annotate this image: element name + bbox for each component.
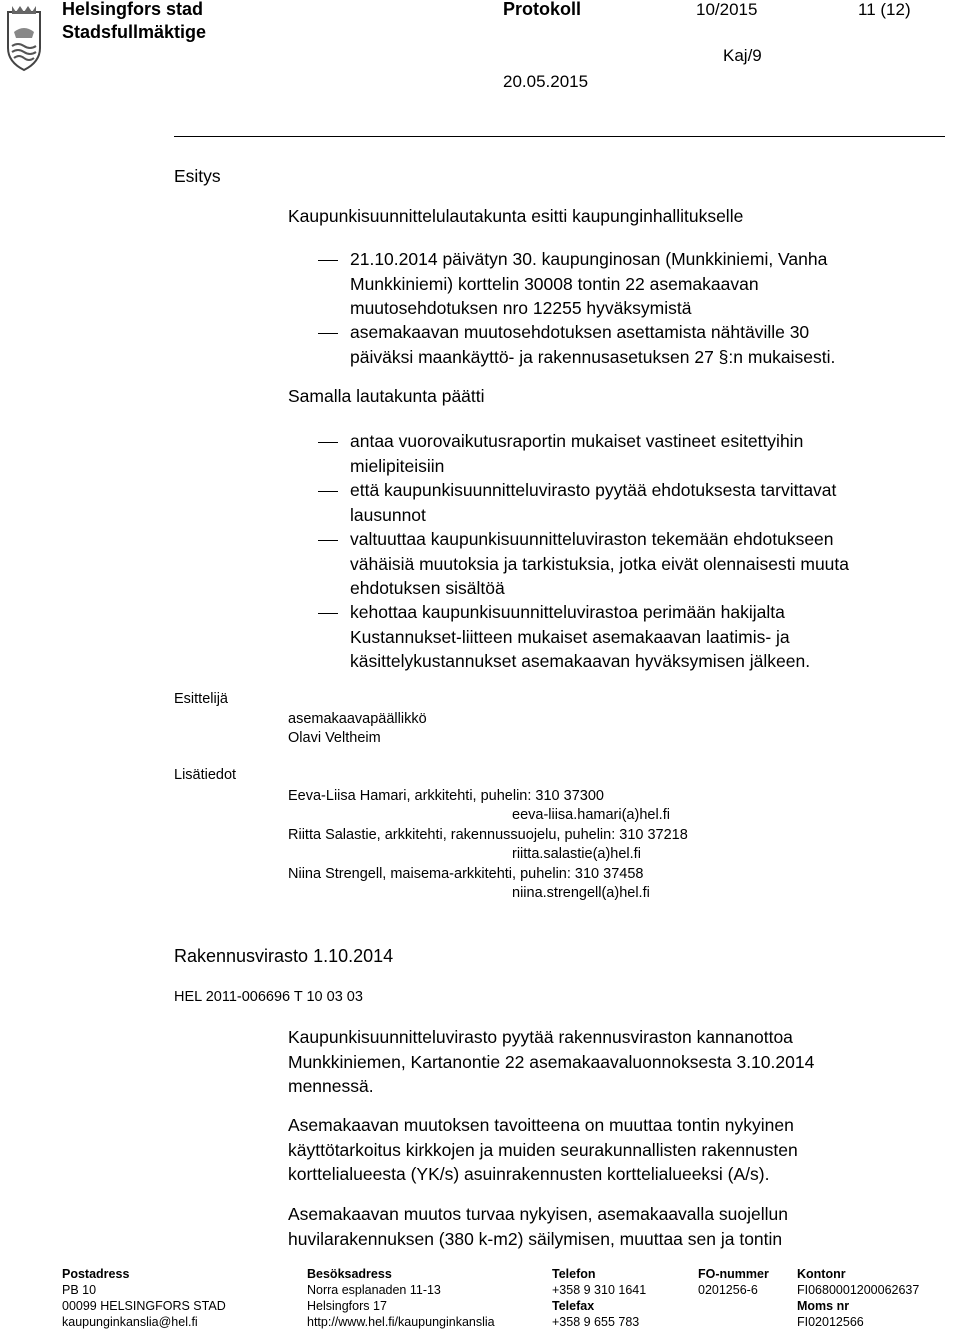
footer-phone: Telefon +358 9 310 1641 Telefax +358 9 655 783	[552, 1267, 647, 1329]
esitys-intro: Kaupunkisuunnittelulautakunta esitti kaupunginhallitukselle	[288, 206, 744, 226]
sub-bullet-1: antaa vuorovaikutusraportin mukaiset vastineet esitettyihin mielipiteisiin	[350, 431, 804, 476]
sub-bullet-3: valtuuttaa kaupunkisuunnitteluviraston tekemään ehdotukseen vähäisiä muutoksia ja tarkistuksia, jotka eivät olennaisesti muuta ehdotuksen sisältöä	[350, 529, 849, 598]
rakennusvirasto-heading: Rakennusvirasto 1.10.2014	[174, 946, 394, 966]
bullet-dash	[318, 260, 338, 261]
contact-line: Eeva-Liisa Hamari, arkkitehti, puhelin: 310 37300	[288, 788, 604, 804]
esittelija-block: asemakaavapäällikkö Olavi Veltheim	[288, 711, 427, 746]
contact-email: riitta.salastie(a)hel.fi	[512, 846, 641, 862]
case-reference: HEL 2011-006696 T 10 03 03	[174, 989, 363, 1005]
doc-type: Protokoll	[503, 0, 582, 19]
samalla-heading: Samalla lautakunta päätti	[288, 386, 485, 406]
rakennusvirasto-para-1: Kaupunkisuunnitteluvirasto pyytää rakennusviraston kannanottoa Munkkiniemen, Kartanontie 22 asemakaavaluonnoksesta 3.10.2014 mennessä.	[288, 1027, 815, 1096]
doc-number: 10/2015	[696, 0, 758, 19]
esittelija-label: Esittelijä	[174, 691, 228, 707]
contact-line: Riitta Salastie, arkkitehti, rakennussuojelu, puhelin: 310 37218	[288, 827, 688, 843]
bullet-dash	[318, 442, 338, 443]
esitys-heading: Esitys	[174, 166, 221, 186]
contact-email: eeva-liisa.hamari(a)hel.fi	[512, 807, 670, 823]
footer-visiting: Besöksadress Norra esplanaden 11-13 Helsingfors 17 http://www.hel.fi/kaupunginkanslia	[307, 1267, 495, 1329]
coat-of-arms-logo	[2, 2, 46, 72]
rakennusvirasto-para-2: Asemakaavan muutoksen tavoitteena on muuttaa tontin nykyinen käyttötarkoitus kirkkojen ja muiden seurakunnallisten rakennusten korttelialueesta (YK/s) asuinrakennusten korttelialueeksi (A/s).	[288, 1115, 798, 1184]
doc-date: 20.05.2015	[503, 72, 589, 91]
footer-business-id: FO-nummer 0201256-6	[698, 1267, 769, 1297]
bullet-dash	[318, 540, 338, 541]
bullet-dash	[318, 333, 338, 334]
rakennusvirasto-para-3: Asemakaavan muutos turvaa nykyisen, asemakaavalla suojellun huvilarakennuksen (380 k-m2) säilymisen, muuttaa sen ja tontin	[288, 1204, 788, 1249]
footer-postal: Postadress PB 10 00099 HELSINGFORS STAD kaupunginkanslia@hel.fi	[62, 1267, 226, 1329]
footer-account: Kontonr FI0680001200062637 Moms nr FI02012566	[797, 1267, 920, 1329]
bullet-dash	[318, 613, 338, 614]
case-id: Kaj/9	[723, 46, 762, 65]
header-rule	[174, 136, 945, 137]
sub-bullet-2: että kaupunkisuunnitteluvirasto pyytää ehdotuksesta tarvittavat lausunnot	[350, 480, 837, 525]
esitys-bullet-2: asemakaavan muutosehdotuksen asettamista nähtäville 30 päiväksi maankäyttö- ja rakennusasetuksen 27 §:n mukaisesti.	[350, 322, 836, 367]
org-name: Helsingfors stad	[62, 0, 204, 19]
sub-bullet-4: kehottaa kaupunkisuunnitteluvirastoa perimään hakijalta Kustannukset-liitteen mukaiset asemakaavan laatimis- ja käsittelykustannukset asemakaavan hyväksymisen jälkeen.	[350, 602, 811, 671]
page-number: 11 (12)	[858, 0, 911, 19]
org-subname: Stadsfullmäktige	[62, 22, 207, 42]
esitys-bullet-1: 21.10.2014 päivätyn 30. kaupunginosan (Munkkiniemi, Vanha Munkkiniemi) korttelin 30008 tontin 22 asemakaavan muutosehdotuksen nro 12255 hyväksymistä	[350, 249, 828, 318]
lisatiedot-label: Lisätiedot	[174, 767, 237, 783]
bullet-dash	[318, 491, 338, 492]
contact-email: niina.strengell(a)hel.fi	[512, 885, 650, 901]
contact-line: Niina Strengell, maisema-arkkitehti, puhelin: 310 37458	[288, 866, 644, 882]
